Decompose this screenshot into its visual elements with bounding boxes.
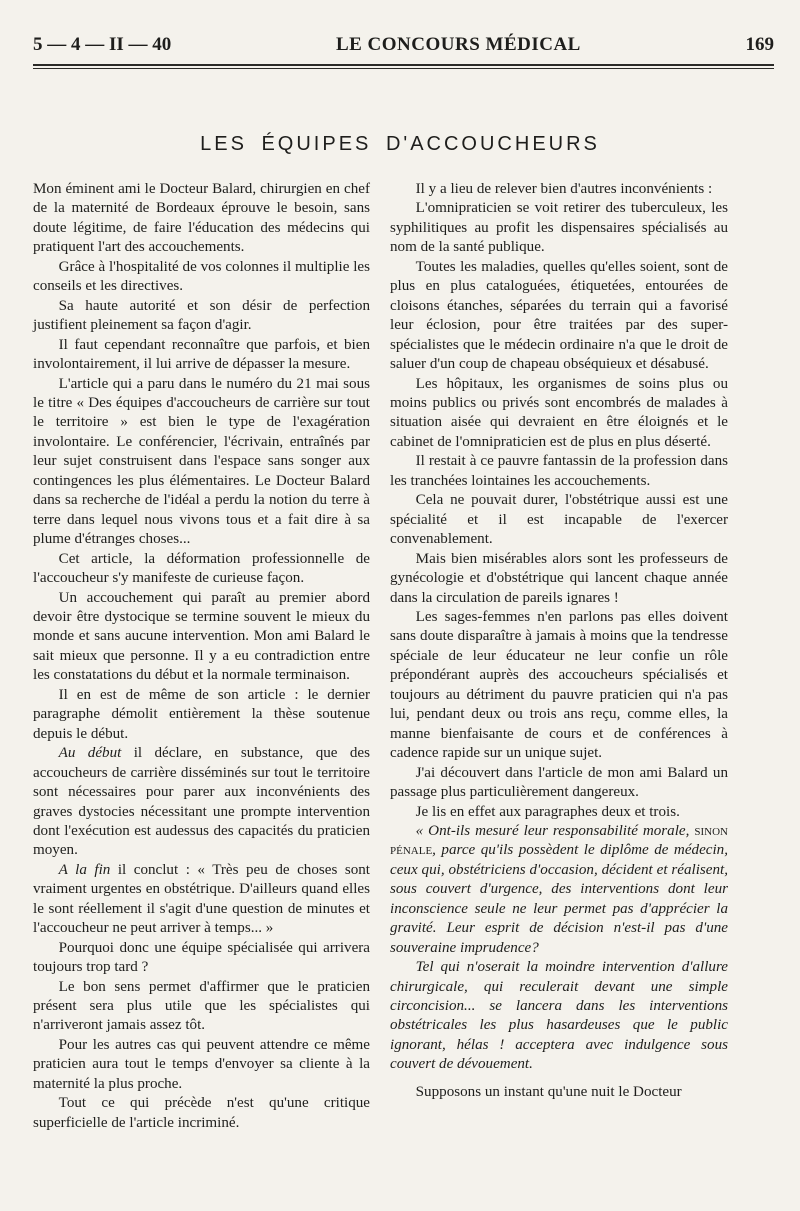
page-number: 169 — [745, 34, 774, 55]
paragraph: Toutes les maladies, quelles qu'elles soient, sont de plus en plus cataloguées, étiquetées, entourées de cloisons étanches, séparées du terrain qui a favorisé leur éclosion, pour être traitées par des super-spécialistes que le médecin ordinaire n'a que le droit de saluer d'un coup de chapeau obséquieux et désabusé. — [390, 258, 728, 373]
paragraph: L'article qui a paru dans le numéro du 21 mai sous le titre « Des équipes d'accoucheurs de carrière sur tout le territoire » est bien le type de l'exagération involontaire. Le conférencier, l'écrivain, entraînés par leur sujet construisent dans l'espace sans songer aux contingences les plus élémentaires. Le Docteur Balard dans sa recherche de l'idéal a perdu la notion du terre à terre dans lequel nous vivons tous et a fait dire à sa plume d'étranges choses... — [33, 375, 370, 548]
paragraph: J'ai découvert dans l'article de mon ami Balard un passage plus particulièrement dangereux. — [390, 764, 728, 801]
paragraph: Je lis en effet aux paragraphes deux et trois. — [415, 803, 680, 820]
quoted-passage — [390, 822, 728, 958]
quote-smallcaps: sinon pénale — [390, 822, 728, 859]
paragraph: Le bon sens permet d'affirmer que le praticien présent sera plus utile que les spécialistes qui n'arriveront jamais assez tôt. — [33, 978, 370, 1034]
left-column — [33, 180, 370, 1133]
paragraph: Mon éminent ami le Docteur Balard, chirurgien en chef de la maternité de Bordeaux éprouve le besoin, sans doute légitime, de faire l'éducation des médecins qui pratiquent l'art des accouchements. — [33, 181, 370, 256]
closing-paragraph: Supposons un instant qu'une nuit le Docteur — [415, 1083, 682, 1100]
article-title: LES ÉQUIPES D'ACCOUCHEURS — [200, 133, 600, 156]
paragraph: Cela ne pouvait durer, l'obstétrique aussi est une spécialité et il est incapable de l'exercer convenablement. — [390, 492, 728, 548]
paragraph: Grâce à l'hospitalité de vos colonnes il multiplie les conseils et les directives. — [33, 258, 370, 295]
italic-lead: A la fin — [58, 861, 111, 878]
paragraph: Tout ce qui précède n'est qu'une critique superficielle de l'article incriminé. — [33, 1095, 370, 1131]
paragraph: Pour les autres cas qui peuvent attendre ce même praticien aura tout le temps d'envoyer sa cliente à la maternité la plus proche. — [33, 1036, 370, 1092]
paragraph-a-la-fin — [33, 861, 370, 939]
quote-text: « Ont-ils mesuré leur responsabilité morale, — [415, 822, 695, 839]
paragraph: Il y a lieu de relever bien d'autres inconvénients : — [415, 181, 713, 197]
paragraph: Il faut cependant reconnaître que parfois, et bien involontairement, il lui arrive de dépasser la mesure. — [33, 336, 370, 373]
paragraph-text: il déclare, en substance, que des accoucheurs de carrière disséminés sur tout le territoire sont nécessaires pour parer aux inconvénients des graves dystocies nécessitant une prompte intervention dont l'exécution est audessus des capacités du praticien moyen. — [33, 745, 370, 859]
paragraph: Les sages-femmes n'en parlons pas elles doivent sans doute disparaître à jamais à moins que la tendresse spéciale de leur éducateur ne leur confie un rôle prépondérant auprès des accoucheurs spécialisés et toujours au détriment du pauvre praticien qui n'a pas lui, pendant deux ou trois ans reçu, comme elles, la manne bienfaisante de cours et de conférences à cadence rapide sur un unique sujet. — [390, 608, 728, 762]
quote-text: , parce qu'ils possèdent le diplôme de médecin, ceux qui, obstétriciens d'occasion, décident et réalisent, sous couvert d'urgence, des interventions dont leur inconscience seule ne leur permet pas d'apprécier la gravité. Leur esprit de décision n'est-il pas d'une souveraine imprudence? — [390, 842, 728, 956]
paragraph: Mais bien misérables alors sont les professeurs de gynécologie et d'obstétrique qui lancent chaque année dans la circulation de pareils ignares ! — [390, 550, 728, 606]
paragraph: Il restait à ce pauvre fantassin de la profession dans les tranchées lointaines les accouchements. — [390, 453, 728, 489]
paragraph: L'omnipraticien se voit retirer des tuberculeux, les syphilitiques au profit les dispensaires spécialisés au nom de la santé publique. — [390, 200, 728, 256]
paragraph: Il en est de même de son article : le dernier paragraphe démolit entièrement la thèse soutenue depuis le début. — [33, 686, 370, 742]
paragraph-au-debut — [33, 744, 370, 861]
italic-lead: Au début — [58, 745, 122, 762]
paragraph: Les hôpitaux, les organismes de soins plus ou moins publics ou privés sont encombrés de malades à situation aisée qui devraient en être éloignés et le cabinet de l'omnipraticien est de plus en plus déserté. — [390, 375, 728, 450]
issue-date: 5 — 4 — II — 40 — [33, 34, 172, 55]
page-header — [33, 30, 774, 60]
header-rule — [33, 64, 774, 69]
paragraph: Un accouchement qui paraît au premier abord devoir être dystocique se termine souvent le mieux du monde et sans aucune intervention. Mon ami Balard le sait mieux que personne. Il y a eu contradiction entre les constatations du début et la normale terminaison. — [33, 589, 370, 684]
journal-title: LE CONCOURS MÉDICAL — [335, 34, 581, 55]
right-column — [390, 180, 728, 1102]
paragraph-text: il conclut : « Très peu de choses sont vraiment urgentes en obstétrique. D'ailleurs quand elles le sont réellement il s'agit d'une question de minutes et l'accoucheur ne peut arriver à temps... » — [33, 861, 370, 937]
paragraph: Cet article, la déformation professionnelle de l'accoucheur s'y manifeste de curieuse façon. — [33, 550, 370, 587]
paragraph: Pourquoi donc une équipe spécialisée qui arrivera toujours trop tard ? — [33, 939, 370, 976]
quoted-passage-2: Tel qui n'oserait la moindre intervention d'allure chirurgicale, qui reculerait devant une simple circoncision... se lancera dans les interventions obstétricales les plus hasardeuses que le public ignorant, hélas ! acceptera avec indulgence sous couvert de dévouement. — [390, 959, 728, 1073]
paragraph: Sa haute autorité et son désir de perfection justifient pleinement sa façon d'agir. — [33, 297, 370, 334]
